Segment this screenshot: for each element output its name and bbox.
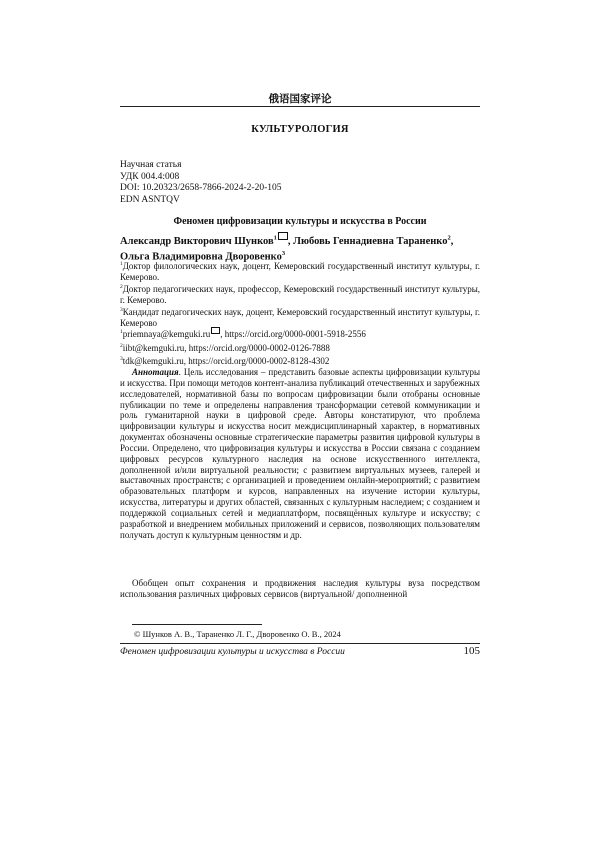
author-2-sup: 2 xyxy=(447,234,451,242)
section-heading: КУЛЬТУРОЛОГИЯ xyxy=(251,124,349,135)
orcid-link[interactable]: , https://orcid.org/0000-0002-8128-4302 xyxy=(183,356,330,366)
affiliation-2: $^2$Доктор педагогических наук, профессор, Кемеровский государственный институт культуры, г. Кемерово. xyxy=(120,284,480,305)
abstract-text: . Цель исследования – представить базовые аспекты цифровизации культуры и искусства. При помощи методов контент-анализа публикаций отечественных и зарубежных исследователей, нормативной базы по вопросам цифровизации были отобраны основные публикации по теме и определены направления трансформации сетевой коммуникации и роль гуманитарной науки в цифровой среде. Авторы констатируют, что проблема цифровизации культуры и искусства носит междисциплинарный характер, в нормативных документах обозначены основные стратегические параметры развития цифровой культуры в России. Определено, что цифровизация культуры и искусства в России связана с созданием цифровых ресурсов культурного наследия на основе искусственного интеллекта, дополненной и/или виртуальной реальности; с развитием виртуальных музеев, галерей и выставочных пространств; с организацией и проведением онлайн-мероприятий; с развитием образовательных платформ и курсов, направленных на изучение истории культуры, искусства, литературы и других областей, связанных с культурным наследием; с созданием и поддержкой социальных сетей и медиаплатформ, посвящённых культуре и искусству; с разработкой и внедрением мобильных приложений и сервисов, позволяющих пользователям получать доступ к культурным ценностям и др. xyxy=(120,367,480,540)
article-title: Феномен цифровизации культуры и искусства в России xyxy=(173,216,427,227)
doi: DOI: 10.20323/2658-7866-2024-2-20-105 xyxy=(120,183,282,193)
author-3-sup: 3 xyxy=(281,250,286,257)
udk: УДК 004.4:008 xyxy=(120,171,180,182)
contact-3: $^3$tdk@kemguki.ru, https://orcid.org/0000-0002-8128-4302 xyxy=(120,356,330,366)
article-meta xyxy=(120,160,281,206)
edn: EDN ASNTQV xyxy=(120,194,180,205)
affiliation-3: $^3$Кандидат педагогических наук, доцент, Кемеровский государственный институт культуры, г. Кемерово xyxy=(120,307,480,328)
footnote-rule xyxy=(132,624,262,625)
orcid-link[interactable]: , https://orcid.org/0000-0001-5918-2556 xyxy=(220,329,366,339)
author-1-sup: 1 xyxy=(273,234,277,242)
header-rule xyxy=(120,106,480,107)
contact-2: $^2$iibt@kemguki.ru, https://orcid.org/0000-0002-0126-7888 xyxy=(120,342,330,353)
author-2: Любовь Геннадиевна Тараненко xyxy=(293,236,448,247)
article-type: Научная статья xyxy=(120,160,182,170)
author-3: Ольга Владимировна Дворовенко xyxy=(120,251,282,263)
running-title: Феномен цифровизации культуры и искусства в России xyxy=(120,647,345,657)
abstract xyxy=(120,367,480,541)
footer-rule xyxy=(120,643,480,644)
email-link[interactable]: iibt@kemguki.ru xyxy=(122,342,185,353)
contact-list xyxy=(120,327,366,368)
copyright-note: © Шунков А. В., Тараненко Л. Г., Дворовенко О. В., 2024 xyxy=(134,629,341,639)
page-number: 105 xyxy=(463,645,480,657)
affiliation-1: $^1$Доктор филологических наук, доцент, Кемеровский государственный институт культуры, г. Кемерово. xyxy=(120,261,480,282)
author-list: Александр Викторович Шунков$^1$ , Любовь Геннадиевна Тараненко$^2$, Ольга Владимировна Дворовенко$^3$ xyxy=(120,232,480,264)
envelope-icon xyxy=(211,327,220,334)
author-1: Александр Викторович Шунков xyxy=(120,236,274,247)
email-link[interactable]: priemnaya@kemguki.ru xyxy=(122,329,211,339)
journal-title: 俄语国家评论 xyxy=(268,93,332,105)
envelope-icon xyxy=(278,232,288,240)
abstract-paragraph-2: Обобщен опыт сохранения и продвижения наследия культуры вуза посредством использования различных цифровых сервисов (виртуальной/ дополненной xyxy=(120,578,480,599)
orcid-link[interactable]: , https://orcid.org/0000-0002-0126-7888 xyxy=(184,342,330,353)
email-link[interactable]: tdk@kemguki.ru xyxy=(122,356,184,366)
contact-1: $^1$priemnaya@kemguki.ru , https://orcid.org/0000-0001-5918-2556 xyxy=(120,329,366,339)
abstract-label: Аннотация xyxy=(132,367,179,377)
